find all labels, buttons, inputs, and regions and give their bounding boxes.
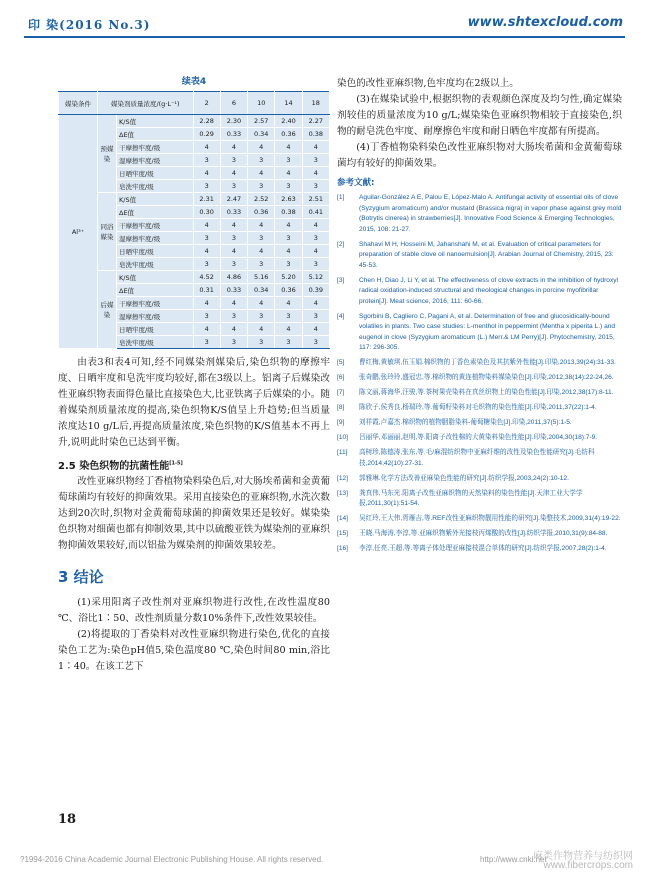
row-label: K/S值 [117, 193, 194, 206]
value-cell: 4 [302, 219, 329, 232]
table-row [59, 271, 330, 284]
value-cell: 4 [248, 141, 275, 154]
row-label: ΔE值 [117, 128, 194, 141]
reference-text: 王晓,马海涛,李淳,等.亚麻织物紫外光接枝丙烯酸的改性[J].纺织学报,2010,31(9):84-88. [359, 530, 608, 537]
value-cell: 0.34 [248, 128, 275, 141]
reference-text: Chen H, Diao J, Li Y, et al. The effectiveness of clove extracts in the inhibition of hydroxyl radical oxidation-induced structural and rheological changes in porcine myofibrillar protein[J]. Meat science, 2016, 111: 60-66. [359, 276, 619, 305]
conclusion-2-cont: 染色的改性亚麻织物,色牢度均在2级以上。 [337, 78, 519, 89]
value-cell: 4 [248, 297, 275, 310]
page-number: 18 [58, 812, 77, 827]
paragraph-analysis: 由表3和表4可知,经不同媒染剂媒染后,染色织物的摩擦牢度、日晒牢度和皂洗牢度均较好,都在3级以上。铝离子后媒染改性亚麻织物表面得色量比直接染色大,比亚铁离子后媒染的小。随着媒染剂质量浓度的提高,染色织物K/S值呈上升趋势;但当质量浓度达10 g/L后,再提高质量浓度,染色织物的K/S值基本不再上升,说明此时染色已达到平衡。 [58, 357, 330, 448]
value-cell: 4 [275, 167, 302, 180]
value-cell: 4 [193, 323, 220, 336]
row-label: 日晒牢度/级 [117, 245, 194, 258]
group-cell: 后媒染 [98, 271, 117, 349]
reference-number: [13] [337, 489, 348, 497]
value-cell: 3 [220, 336, 247, 349]
value-cell: 0.33 [220, 206, 247, 219]
section-2-5-title: 2.5 染色织物的抗菌性能 [58, 461, 170, 472]
reference-item [337, 474, 622, 485]
reference-number: [11] [337, 449, 348, 456]
reference-item [337, 489, 622, 510]
data-table [58, 91, 330, 349]
reference-item [337, 276, 622, 308]
journal-website[interactable]: www.shtexcloud.com [467, 15, 623, 30]
th-c5: 18 [302, 92, 329, 115]
table-title: 续表4 [181, 77, 207, 87]
value-cell: 2.30 [220, 115, 247, 128]
value-cell: 3 [193, 180, 220, 193]
conclusion-2: (2)将提取的丁香染料对改性亚麻织物进行染色,优化的直接染色工艺为:染色pH值5,染色温度80 ℃,染色时间80 min,浴比1∶40。在该工艺下 [58, 629, 330, 672]
value-cell: 2.57 [248, 115, 275, 128]
value-cell: 3 [220, 232, 247, 245]
value-cell: 3 [275, 154, 302, 167]
row-label: 日晒牢度/级 [117, 167, 194, 180]
value-cell: 4 [275, 141, 302, 154]
value-cell: 5.12 [302, 271, 329, 284]
value-cell: 2.47 [220, 193, 247, 206]
row-label: 干摩擦牢度/级 [117, 141, 194, 154]
row-label: 湿摩擦牢度/级 [117, 310, 194, 323]
th-c1: 2 [193, 92, 220, 115]
reference-item [337, 373, 622, 384]
left-column [58, 74, 330, 675]
value-cell: 2.52 [248, 193, 275, 206]
value-cell: 4 [248, 167, 275, 180]
reference-item [337, 388, 622, 399]
value-cell: 0.38 [302, 128, 329, 141]
value-cell: 4 [275, 245, 302, 258]
watermark-logo [533, 852, 633, 870]
header-rule [24, 36, 625, 38]
section-3-heading: 3 结论 [58, 568, 104, 586]
reference-text: Shahavi M H, Hosseini M, Jahanshahi M, et al. Evaluation of critical parameters for preparation of stable clove oil nanoemulsion[J]. Arabian Journal of Chemistry, 2015, 23: 45-53. [359, 240, 614, 269]
value-cell: 0.34 [248, 284, 275, 297]
value-cell: 3 [193, 336, 220, 349]
value-cell: 3 [248, 180, 275, 193]
reference-item [337, 529, 622, 540]
reference-item [337, 358, 622, 369]
reference-item [337, 433, 622, 444]
row-label: K/S值 [117, 115, 194, 128]
value-cell: 3 [275, 180, 302, 193]
value-cell: 4 [302, 297, 329, 310]
reference-number: [2] [337, 240, 345, 248]
reference-item [337, 544, 622, 555]
value-cell: 3 [302, 232, 329, 245]
value-cell: 3 [248, 310, 275, 323]
reference-text: 李淳,任亮,王超,等.等离子体处理亚麻接枝混合单体的研究[J].纺织学报,2007,28(2):1-4. [359, 545, 607, 552]
value-cell: 0.38 [275, 206, 302, 219]
value-cell: 4 [248, 323, 275, 336]
value-cell: 2.51 [302, 193, 329, 206]
value-cell: 5.16 [248, 271, 275, 284]
value-cell: 2.63 [275, 193, 302, 206]
footer [10, 852, 639, 870]
value-cell: 0.36 [275, 128, 302, 141]
row-label: K/S值 [117, 271, 194, 284]
reference-number: [16] [337, 545, 348, 552]
section-2-5-citation: [1-5] [169, 460, 183, 467]
reference-number: [9] [337, 419, 345, 426]
paragraph-antibacterial: 改性亚麻织物经丁香植物染料染色后,对大肠埃希菌和金黄葡萄球菌均有较好的抑菌效果。采用直接染色的亚麻织物,水洗次数达到20次时,织物对金黄葡萄球菌的抑菌效果还是较好。媒染染色织物对细菌也都有抑制效果,其中以硫酸亚铁为媒染剂的亚麻织物抑菌效果较好,而以铝盐为媒染剂的抑菌效果较差。 [58, 476, 330, 551]
value-cell: 0.39 [302, 284, 329, 297]
value-cell: 4 [275, 323, 302, 336]
value-cell: 4.86 [220, 271, 247, 284]
conclusion-3: (3)在媒染试验中,根据织物的表观颜色深度及均匀性,确定媒染剂较佳的质量浓度为10 g/L;媒染染色亚麻织物相较于直接染色,织物的耐皂洗色牢度、耐摩擦色牢度和耐日晒色牢度都有所提高。 [337, 94, 622, 137]
reference-item [337, 418, 622, 429]
reference-text: 陈欣子,侯秀良,杨瑞玲,等.葡萄籽染料对毛织物的染色性能[J].印染,2011,37(22):1-4. [359, 404, 597, 411]
reference-text: 陈文丽,蒋海华,汪骏,等.茶树果壳染料在真丝织物上的染色性能[J].印染,2012,38(17):8-11. [359, 389, 614, 396]
value-cell: 4 [275, 297, 302, 310]
reference-item [337, 403, 622, 414]
value-cell: 4 [193, 245, 220, 258]
reference-item [337, 312, 622, 354]
value-cell: 3 [193, 258, 220, 271]
row-label: 皂洗牢度/级 [117, 258, 194, 271]
value-cell: 3 [248, 258, 275, 271]
value-cell: 4 [248, 219, 275, 232]
reference-number: [4] [337, 312, 345, 320]
value-cell: 4 [220, 167, 247, 180]
value-cell: 2.31 [193, 193, 220, 206]
table-row [59, 193, 330, 206]
value-cell: 4 [193, 219, 220, 232]
row-label: 湿摩擦牢度/级 [117, 232, 194, 245]
value-cell: 3 [275, 310, 302, 323]
reference-number: [6] [337, 374, 345, 381]
value-cell: 4 [193, 297, 220, 310]
th-c4: 14 [275, 92, 302, 115]
reference-item [337, 240, 622, 272]
reference-text: 高树珍,陈德涛,张东,等.毛/麻混纺织物中亚麻纤维的改性及染色性能研究[J].毛纺科技,2014,42(10):27-31. [359, 449, 595, 467]
row-label: 皂洗牢度/级 [117, 336, 194, 349]
reference-number: [5] [337, 359, 345, 366]
reference-list [337, 193, 622, 555]
reference-item [337, 514, 622, 525]
reference-item [337, 193, 622, 235]
value-cell: 4 [302, 323, 329, 336]
reference-number: [8] [337, 404, 345, 411]
row-label: 皂洗牢度/级 [117, 180, 194, 193]
reference-number: [3] [337, 276, 345, 284]
row-label: 干摩擦牢度/级 [117, 219, 194, 232]
value-cell: 2.40 [275, 115, 302, 128]
value-cell: 3 [275, 336, 302, 349]
right-column [337, 76, 622, 559]
value-cell: 3 [302, 180, 329, 193]
reference-text: 刘祥霞,卢嘉杰.棉织物的植物胭脂染料-葡萄糖染色[J].印染,2011,37(5):1-5. [359, 419, 572, 426]
reference-number: [12] [337, 474, 348, 482]
value-cell: 3 [248, 336, 275, 349]
reference-text: 龚真伟,马东光.阳离子改性亚麻织物的天然染料的染色性能[J].天津工业大学学报,2011,30(1):51-54. [359, 489, 583, 507]
value-cell: 3 [220, 258, 247, 271]
footer-copyright: ?1994-2016 China Academic Journal Electronic Publishing House. All rights reserved. [20, 855, 324, 864]
section-2-5-heading [58, 457, 330, 472]
th-concentration: 媒染剂质量浓度/(g·L⁻¹) [98, 92, 194, 115]
value-cell: 4 [275, 219, 302, 232]
group-cell: 预媒染 [98, 115, 117, 193]
row-label: ΔE值 [117, 284, 194, 297]
reference-text: 张奇鹏,张玲玲,盛冠忠,等.棉织物的黄连植物染料媒染染色[J].印染,2012,38(14):22-24,26. [359, 374, 614, 381]
table-header-row [59, 92, 330, 115]
row-label: 日晒牢度/级 [117, 323, 194, 336]
value-cell: 3 [193, 232, 220, 245]
value-cell: 3 [248, 232, 275, 245]
journal-header: 印 染(2016 No.3) [28, 18, 151, 32]
value-cell: 4 [193, 167, 220, 180]
value-cell: 3 [275, 232, 302, 245]
value-cell: 3 [302, 310, 329, 323]
mordant-cell: Al³⁺ [59, 115, 98, 349]
watermark-url: www.fibercrops.com [543, 860, 633, 871]
value-cell: 4 [193, 141, 220, 154]
value-cell: 3 [193, 310, 220, 323]
reference-number: [15] [337, 530, 348, 537]
footer-url[interactable]: http://www.cnki.net [480, 855, 547, 864]
reference-text: Sgorbini B, Cagliero C, Pagani A, et al. Determination of free and glucosidically-bound volatiles in plants. Two case studies: L-menthol in peppermint (Mentha x piperita L.) and eugenol in clove (Syzygium aromaticum (L.) Merr.& LM Perry)[J]. Phytochemistry, 2015, 117: 296-305. [359, 312, 616, 351]
value-cell: 3 [302, 154, 329, 167]
watermark-text: 麻类作物营养与纺织网 [533, 851, 633, 862]
group-cell: 同浴媒染 [98, 193, 117, 271]
value-cell: 3 [302, 258, 329, 271]
conclusion-1: (1)采用阳离子改性剂对亚麻织物进行改性,在改性温度80 ℃、浴比1∶50、改性剂质量分数10%条件下,改性效果较佳。 [58, 597, 330, 624]
value-cell: 4.52 [193, 271, 220, 284]
reference-text: 曹红梅,黄敏琪,伍玉娟.棉织物的丁香色素染色及其抗紫外性能[J].印染,2013,39(24):31-33. [359, 359, 616, 366]
reference-number: [1] [337, 194, 345, 201]
reference-text: 吕丽华,邓丽丽,赵明,等.阳离子改性棉的大黄染料染色性能[J].印染,2004,30(18):7-9. [359, 434, 598, 441]
value-cell: 3 [220, 310, 247, 323]
row-label: 湿摩擦牢度/级 [117, 154, 194, 167]
value-cell: 3 [193, 154, 220, 167]
value-cell: 0.33 [220, 128, 247, 141]
value-cell: 3 [302, 336, 329, 349]
value-cell: 3 [220, 154, 247, 167]
reference-number: [14] [337, 515, 348, 522]
value-cell: 0.31 [193, 284, 220, 297]
value-cell: 4 [220, 297, 247, 310]
value-cell: 2.28 [193, 115, 220, 128]
value-cell: 2.27 [302, 115, 329, 128]
reference-text: 郭雅琳.化学方法改善亚麻染色性能的研究[J].纺织学报,2003,24(2):10-12. [359, 474, 569, 482]
value-cell: 3 [275, 258, 302, 271]
value-cell: 4 [302, 167, 329, 180]
value-cell: 0.36 [248, 206, 275, 219]
th-c3: 10 [248, 92, 275, 115]
value-cell: 4 [302, 141, 329, 154]
value-cell: 3 [248, 154, 275, 167]
th-c2: 6 [220, 92, 247, 115]
value-cell: 0.30 [193, 206, 220, 219]
value-cell: 3 [220, 180, 247, 193]
reference-text: Aguilar-González A E, Palou E, López-Malo A. Antifungal activity of essential oils of clove (Syzygium aromaticum) and/or mustard (Brassica nigra) in vapor phase against grey mold (Botrytis cinerea) in strawberries[J]. Innovative Food Science & Emerging Technologies, 2015, 108: 21-27. [359, 194, 622, 233]
reference-item [337, 448, 622, 469]
value-cell: 4 [220, 219, 247, 232]
value-cell: 5.20 [275, 271, 302, 284]
reference-text: 吴红玲,王大伟,胥雁吉,等.REF改性亚麻织物靓用性能的研究[J].染整技术,2009,31(4):19-22. [359, 515, 621, 522]
value-cell: 4 [220, 141, 247, 154]
table-row [59, 115, 330, 128]
th-condition: 媒染条件 [59, 92, 98, 115]
value-cell: 0.29 [193, 128, 220, 141]
row-label: ΔE值 [117, 206, 194, 219]
reference-number: [7] [337, 389, 345, 396]
references-heading: 参考文献: [337, 178, 375, 188]
value-cell: 0.41 [302, 206, 329, 219]
row-label: 干摩擦牢度/级 [117, 297, 194, 310]
value-cell: 0.36 [275, 284, 302, 297]
value-cell: 4 [220, 323, 247, 336]
value-cell: 0.33 [220, 284, 247, 297]
value-cell: 4 [248, 245, 275, 258]
value-cell: 4 [220, 245, 247, 258]
reference-number: [10] [337, 434, 348, 441]
conclusion-4: (4)丁香植物染料染色改性亚麻织物对大肠埃希菌和金黄葡萄球菌均有较好的抑菌效果。 [337, 142, 622, 169]
value-cell: 4 [302, 245, 329, 258]
